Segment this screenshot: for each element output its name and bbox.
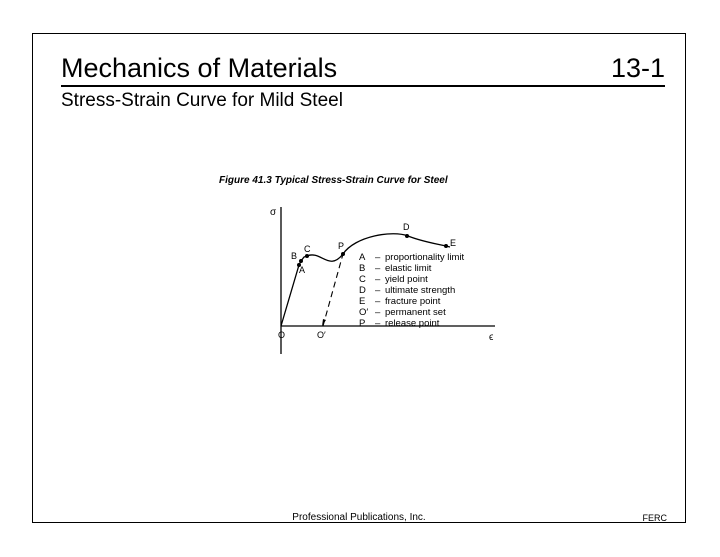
- footer-publisher: Professional Publications, Inc.: [292, 512, 426, 523]
- stress-strain-figure: [183, 164, 513, 354]
- legend-sep: –: [375, 285, 381, 296]
- legend-sep: –: [375, 307, 381, 318]
- figure-caption: Figure 41.3 Typical Stress-Strain Curve for Steel: [219, 175, 448, 186]
- point-a-label: A: [299, 265, 306, 275]
- point-d: [405, 234, 409, 238]
- point-e-label: E: [450, 238, 457, 248]
- footer-code: FERC: [642, 513, 667, 523]
- legend-key: O′: [359, 307, 369, 318]
- point-e: [444, 244, 448, 248]
- origin-o-label: O: [278, 330, 286, 340]
- point-c-label: C: [304, 244, 311, 254]
- slide: [32, 33, 686, 523]
- legend-key: B: [359, 263, 366, 274]
- unloading-line: [323, 254, 343, 326]
- legend-sep: –: [375, 296, 381, 307]
- legend-sep: –: [375, 274, 381, 285]
- title-rule: [61, 85, 665, 87]
- legend-text: proportionality limit: [385, 252, 465, 263]
- legend-text: elastic limit: [385, 263, 432, 274]
- legend-text: release point: [385, 318, 440, 329]
- legend-key: C: [359, 274, 366, 285]
- y-axis-label: σ: [270, 207, 277, 218]
- slide-title: Mechanics of Materials: [61, 53, 338, 83]
- legend-sep: –: [375, 252, 381, 263]
- legend-text: yield point: [385, 274, 428, 285]
- point-b-label: B: [291, 251, 298, 261]
- slide-number: 13-1: [610, 53, 665, 83]
- point-p: [341, 252, 345, 256]
- legend-key: D: [359, 285, 366, 296]
- legend-key: A: [359, 252, 366, 263]
- legend-text: permanent set: [385, 307, 446, 318]
- x-axis-label: ϵ: [489, 332, 494, 343]
- unloading-arrowhead: [322, 319, 326, 326]
- legend-sep: –: [375, 318, 381, 329]
- legend-key: E: [359, 296, 366, 307]
- point-p-label: P: [338, 241, 345, 251]
- legend-key: P: [359, 318, 366, 329]
- figure-legend: [359, 252, 465, 329]
- legend-sep: –: [375, 263, 381, 274]
- point-d-label: D: [403, 222, 410, 232]
- legend-text: fracture point: [385, 296, 441, 307]
- slide-subtitle: Stress-Strain Curve for Mild Steel: [61, 90, 343, 111]
- legend-text: ultimate strength: [385, 285, 456, 296]
- point-c: [305, 254, 309, 258]
- origin-o-prime-label: O′: [317, 330, 326, 340]
- point-b: [299, 259, 303, 263]
